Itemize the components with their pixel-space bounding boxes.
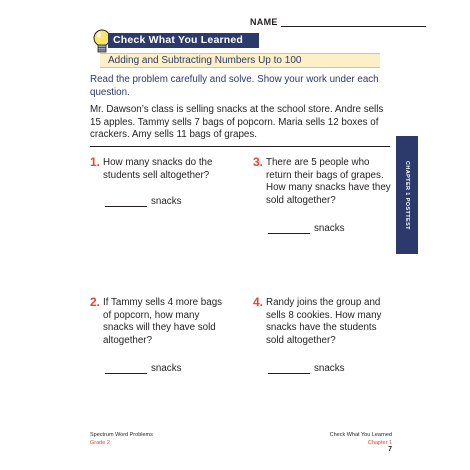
word-problem-story: Mr. Dawson’s class is selling snacks at the school store. Andre sells 15 apples. Tammy sells 7 bags of popcorn. Maria sells 12 boxes of crackers. Amy sells 11 bags of grapes. bbox=[90, 104, 384, 140]
answer-unit: snacks bbox=[314, 223, 345, 234]
question-text: How many snacks do the students sell altogether? bbox=[103, 157, 213, 181]
chapter-label: Chapter 1 bbox=[367, 440, 392, 446]
name-line[interactable] bbox=[281, 18, 426, 27]
question-4 bbox=[253, 297, 393, 347]
page-number: 7 bbox=[388, 446, 392, 453]
question-number: 1. bbox=[90, 155, 101, 169]
answer-1 bbox=[105, 196, 182, 207]
answer-4 bbox=[268, 363, 345, 374]
instructions: Read the problem carefully and solve. Show your work under each question. bbox=[90, 74, 379, 98]
question-text: There are 5 people who return their bags of grapes. How many snacks have they sold altogether? bbox=[266, 157, 391, 206]
question-1 bbox=[90, 157, 230, 182]
section-title-banner: Check What You Learned bbox=[108, 33, 259, 48]
name-label: NAME bbox=[250, 17, 278, 27]
lesson-subtitle: Adding and Subtracting Numbers Up to 100 bbox=[100, 53, 380, 68]
footer-right bbox=[330, 431, 392, 447]
question-text: Randy joins the group and sells 8 cookies. How many snacks have the students sold altogether? bbox=[266, 297, 382, 346]
question-3 bbox=[253, 157, 393, 207]
answer-blank[interactable] bbox=[268, 366, 310, 374]
question-number: 2. bbox=[90, 295, 101, 309]
answer-unit: snacks bbox=[151, 196, 182, 207]
divider bbox=[90, 146, 390, 147]
answer-blank[interactable] bbox=[268, 226, 310, 234]
chapter-side-tab: CHAPTER 1 POSTTEST bbox=[396, 136, 418, 254]
question-2 bbox=[90, 297, 230, 347]
grade-label: Grade 2 bbox=[90, 440, 110, 446]
question-number: 3. bbox=[253, 155, 264, 169]
answer-unit: snacks bbox=[314, 363, 345, 374]
footer-left bbox=[90, 431, 153, 447]
question-number: 4. bbox=[253, 295, 264, 309]
answer-blank[interactable] bbox=[105, 199, 147, 207]
name-field bbox=[250, 17, 426, 27]
book-title: Spectrum Word Problems bbox=[90, 432, 153, 438]
question-text: If Tammy sells 4 more bags of popcorn, how many snacks will they have sold altogether? bbox=[103, 297, 223, 346]
answer-unit: snacks bbox=[151, 363, 182, 374]
answer-2 bbox=[105, 363, 182, 374]
answer-3 bbox=[268, 223, 345, 234]
answer-blank[interactable] bbox=[105, 366, 147, 374]
section-name: Check What You Learned bbox=[329, 432, 392, 438]
